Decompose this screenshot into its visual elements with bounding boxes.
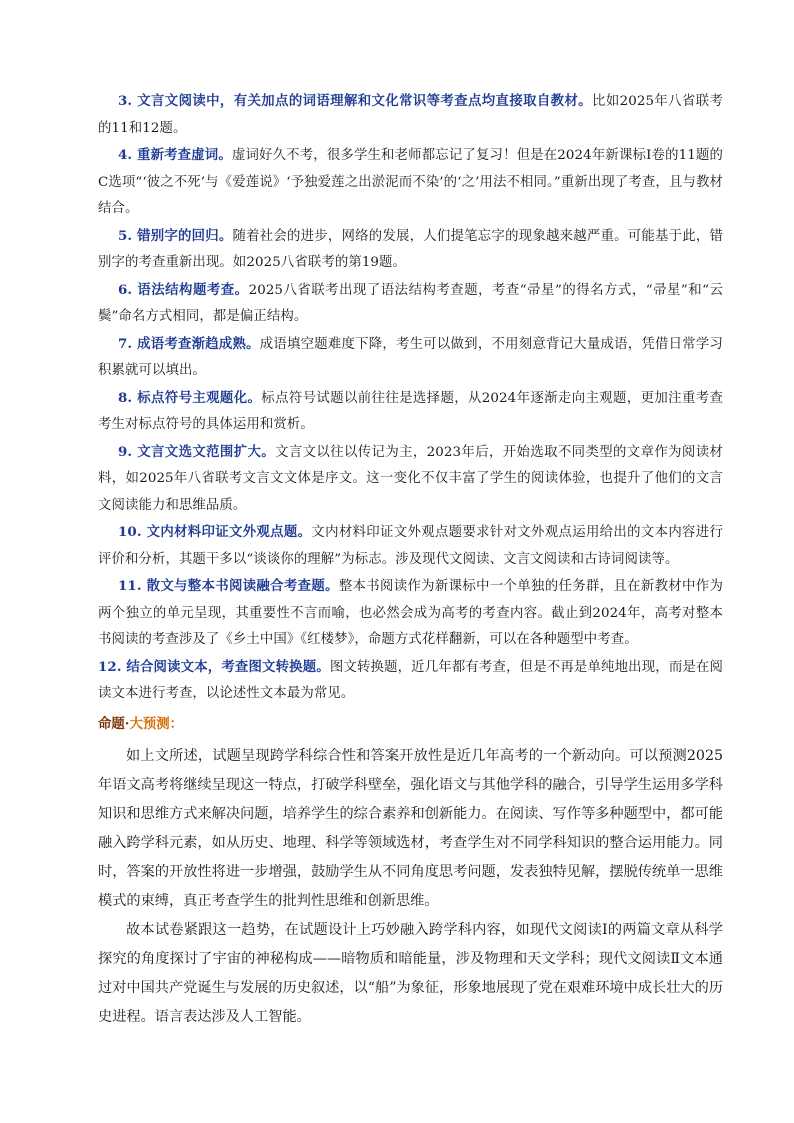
document-content [98, 88, 723, 1032]
section-title-prefix: 命题· [98, 715, 130, 732]
item-text: 整本书阅读作为新课标中一个单独的任务群，且在新教材中作为两个独立的单元呈现，其重要性不言而喻，也必然会成为高考的考查内容。截止到2024年，高考对整本书阅读的考查涉及了《乡土中国》《红楼梦》，命题方式花样翻新，可以在各种题型中考查。 [98, 579, 723, 647]
item-text: 2025八省联考出现了语法结构考查题，考查“帚星”的得名方式，“帚星”和“云鬓”命名方式相同，都是偏正结构。 [98, 282, 723, 324]
item-text: 文内材料印证文外观点题要求针对文外观点运用给出的文本内容进行评价和分析，其题干多以“谈谈你的理解”为标志。涉及现代文阅读、文言文阅读和古诗词阅读等。 [98, 525, 724, 567]
item-lead: 7. 成语考查渐趋成熟。 [118, 335, 260, 352]
item-text: 文言文以往以传记为主，2023年后，开始选取不同类型的文章作为阅读材料，如2025年八省联考文言文文体是序文。这一变化不仅丰富了学生的阅读体验，也提升了他们的文言文阅读能力和思维品质。 [98, 444, 723, 513]
list-item [98, 519, 723, 573]
item-lead: 4. 重新考查虚词。 [118, 147, 232, 163]
list-item [98, 573, 723, 654]
list-item [98, 654, 723, 708]
list-item [98, 88, 723, 142]
item-lead: 12. 结合阅读文本，考查图文转换题。 [98, 658, 330, 675]
item-text: 随着社会的进步，网络的发展，人们提笔忘字的现象越来越严重。可能基于此，错别字的考查重新出现。如2025八省联考的第19题。 [98, 228, 723, 270]
section-title [98, 711, 723, 737]
item-text: 比如2025年八省联考的11和12题。 [98, 94, 723, 136]
list-item [98, 331, 723, 385]
item-lead: 6. 语法结构题考查。 [118, 281, 249, 298]
list-item [98, 385, 723, 439]
list-item [98, 142, 723, 223]
item-lead: 11. 散文与整本书阅读融合考查题。 [118, 578, 339, 594]
item-lead: 10. 文内材料印证文外观点题。 [118, 524, 312, 540]
section-title-main: 大预测： [129, 715, 184, 732]
body-paragraph: 故本试卷紧跟这一趋势，在试题设计上巧妙融入跨学科内容，如现代文阅读Ⅰ的两篇文章从科学探究的角度探讨了宇宙的神秘构成——暗物质和暗能量，涉及物理和天文学科；现代文阅读Ⅱ文本通过对中国共产党诞生与发展的历史叙述，以“船”为象征，形象地展现了党在艰难环境中成长壮大的历史进程。语言表达涉及人工智能。 [98, 921, 723, 1025]
item-lead: 5. 错别字的回归。 [118, 227, 233, 244]
list-item [98, 223, 723, 277]
item-lead: 9. 文言文选文范围扩大。 [118, 443, 276, 460]
item-text: 成语填空题难度下降，考生可以做到，不用刻意背记大量成语，凭借日常学习积累就可以填出。 [98, 336, 723, 378]
item-text: 虚词好久不考，很多学生和老师都忘记了复习！但是在2024年新课标Ⅰ卷的11题的C选项“‘彼之不死’与《爱莲说》‘予独爱莲之出淤泥而不染’的‘之’用法不相同。”重新出现了考查，且与教材结合。 [98, 148, 724, 216]
item-lead: 3. 文言文阅读中，有关加点的词语理解和文化常识等考查点均直接取自教材。 [118, 93, 593, 109]
item-text: 标点符号试题以前往往是选择题，从2024年逐渐走向主观题，更加注重考查考生对标点符号的具体运用和赏析。 [98, 390, 724, 432]
list-item [98, 277, 723, 331]
item-text: 图文转换题，近几年都有考查，但是不再是单纯地出现，而是在阅读文本进行考查，以论述性文本最为常见。 [98, 659, 723, 701]
list-item [98, 439, 723, 520]
body-paragraph: 如上文所述，试题呈现跨学科综合性和答案开放性是近几年高考的一个新动向。可以预测2025年语文高考将继续呈现这一特点，打破学科壁垒，强化语文与其他学科的融合，引导学生运用多学科知识和思维方式来解决问题，培养学生的综合素养和创新能力。在阅读、写作等多种题型中，都可能融入跨学科元素，如从历史、地理、科学等领域选材，考查学生对不同学科知识的整合运用能力。同时，答案的开放性将进一步增强，鼓励学生从不同角度思考问题，发表独特见解，摆脱传统单一思维模式的束缚，真正考查学生的批判性思维和创新思维。 [98, 747, 723, 909]
item-lead: 8. 标点符号主观题化。 [118, 389, 262, 406]
